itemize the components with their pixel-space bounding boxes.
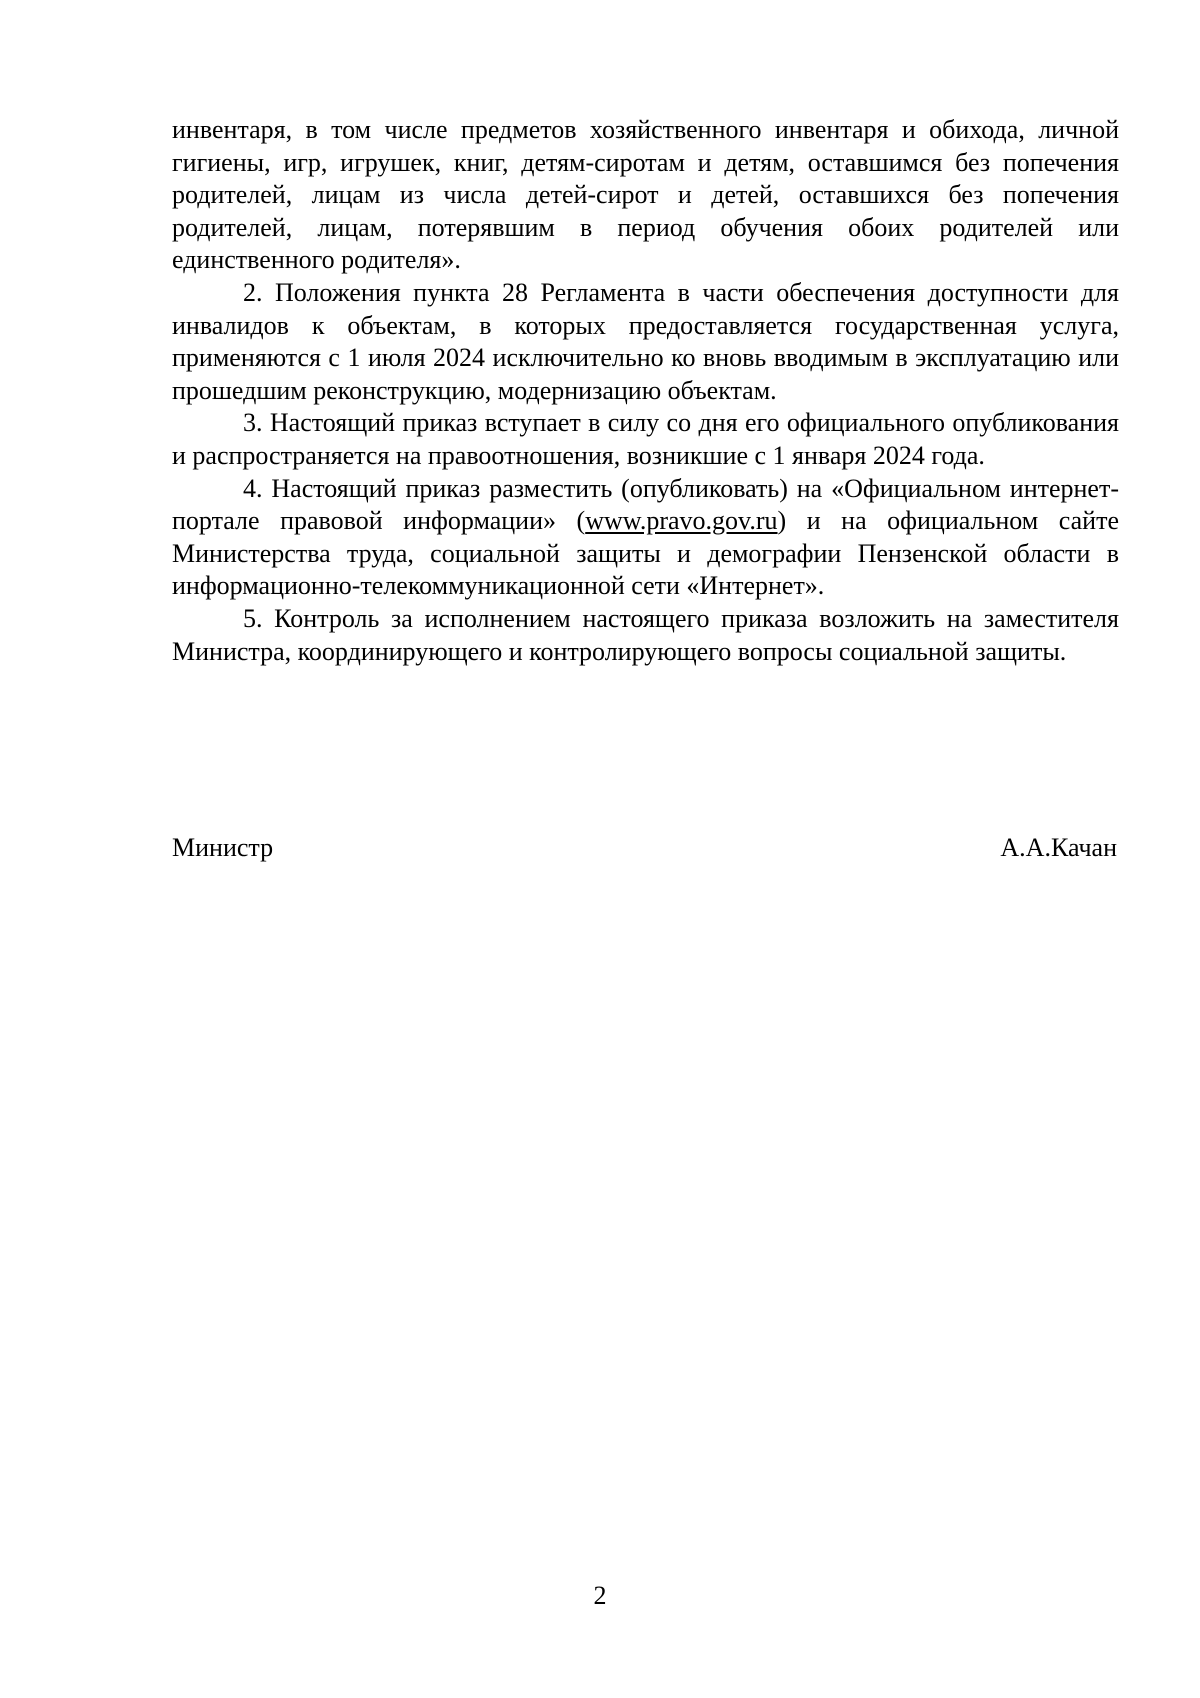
continuation-paragraph: инвентаря, в том числе предметов хозяйственного инвентаря и обихода, личной гигиены, игр, игрушек, книг, детям-сиротам и детям, оставшимся без попечения родителей, лицам из числа детей-сирот и детей, оставшихся без попечения родителей, лицам, потерявшим в период обучения обоих родителей или единственного родителя».: [172, 115, 1119, 275]
pravo-gov-link[interactable]: www.pravo.gov.ru: [585, 506, 778, 536]
page-number: 2: [593, 1581, 607, 1610]
item-4-text-before-link: 4. Настоящий приказ разместить (опубликовать) на «Официальном интернет-портале правовой информации» (: [172, 473, 1119, 536]
paragraph-item-3: 3. Настоящий приказ вступает в силу со дня его официального опубликования и распространяется на правоотношения, возникшие с 1 января 2024 года.: [172, 408, 1119, 470]
paragraph-item-4: [172, 473, 1119, 603]
paragraph-item-2: 2. Положения пункта 28 Регламента в части обеспечения доступности для инвалидов к объектам, в которых предоставляется государственная услуга, применяются с 1 июля 2024 исключительно ко вновь вводимым в эксплуатацию или прошедшим реконструкцию, модернизацию объектам.: [172, 277, 1119, 405]
document-body: [172, 114, 1119, 668]
paragraph-item-5: 5. Контроль за исполнением настоящего приказа возложить на заместителя Министра, координирующего и контролирующего вопросы социальной защиты.: [172, 603, 1119, 666]
signatory-position: Министр: [172, 833, 274, 862]
item-4-text-after-link: ) и на официальном сайте Министерства труда, социальной защиты и демографии Пензенской области в информационно-телекоммуникационной сети «Интернет».: [172, 506, 1119, 601]
signatory-name: А.А.Качан: [1000, 833, 1117, 862]
signature-block: [172, 832, 1117, 864]
